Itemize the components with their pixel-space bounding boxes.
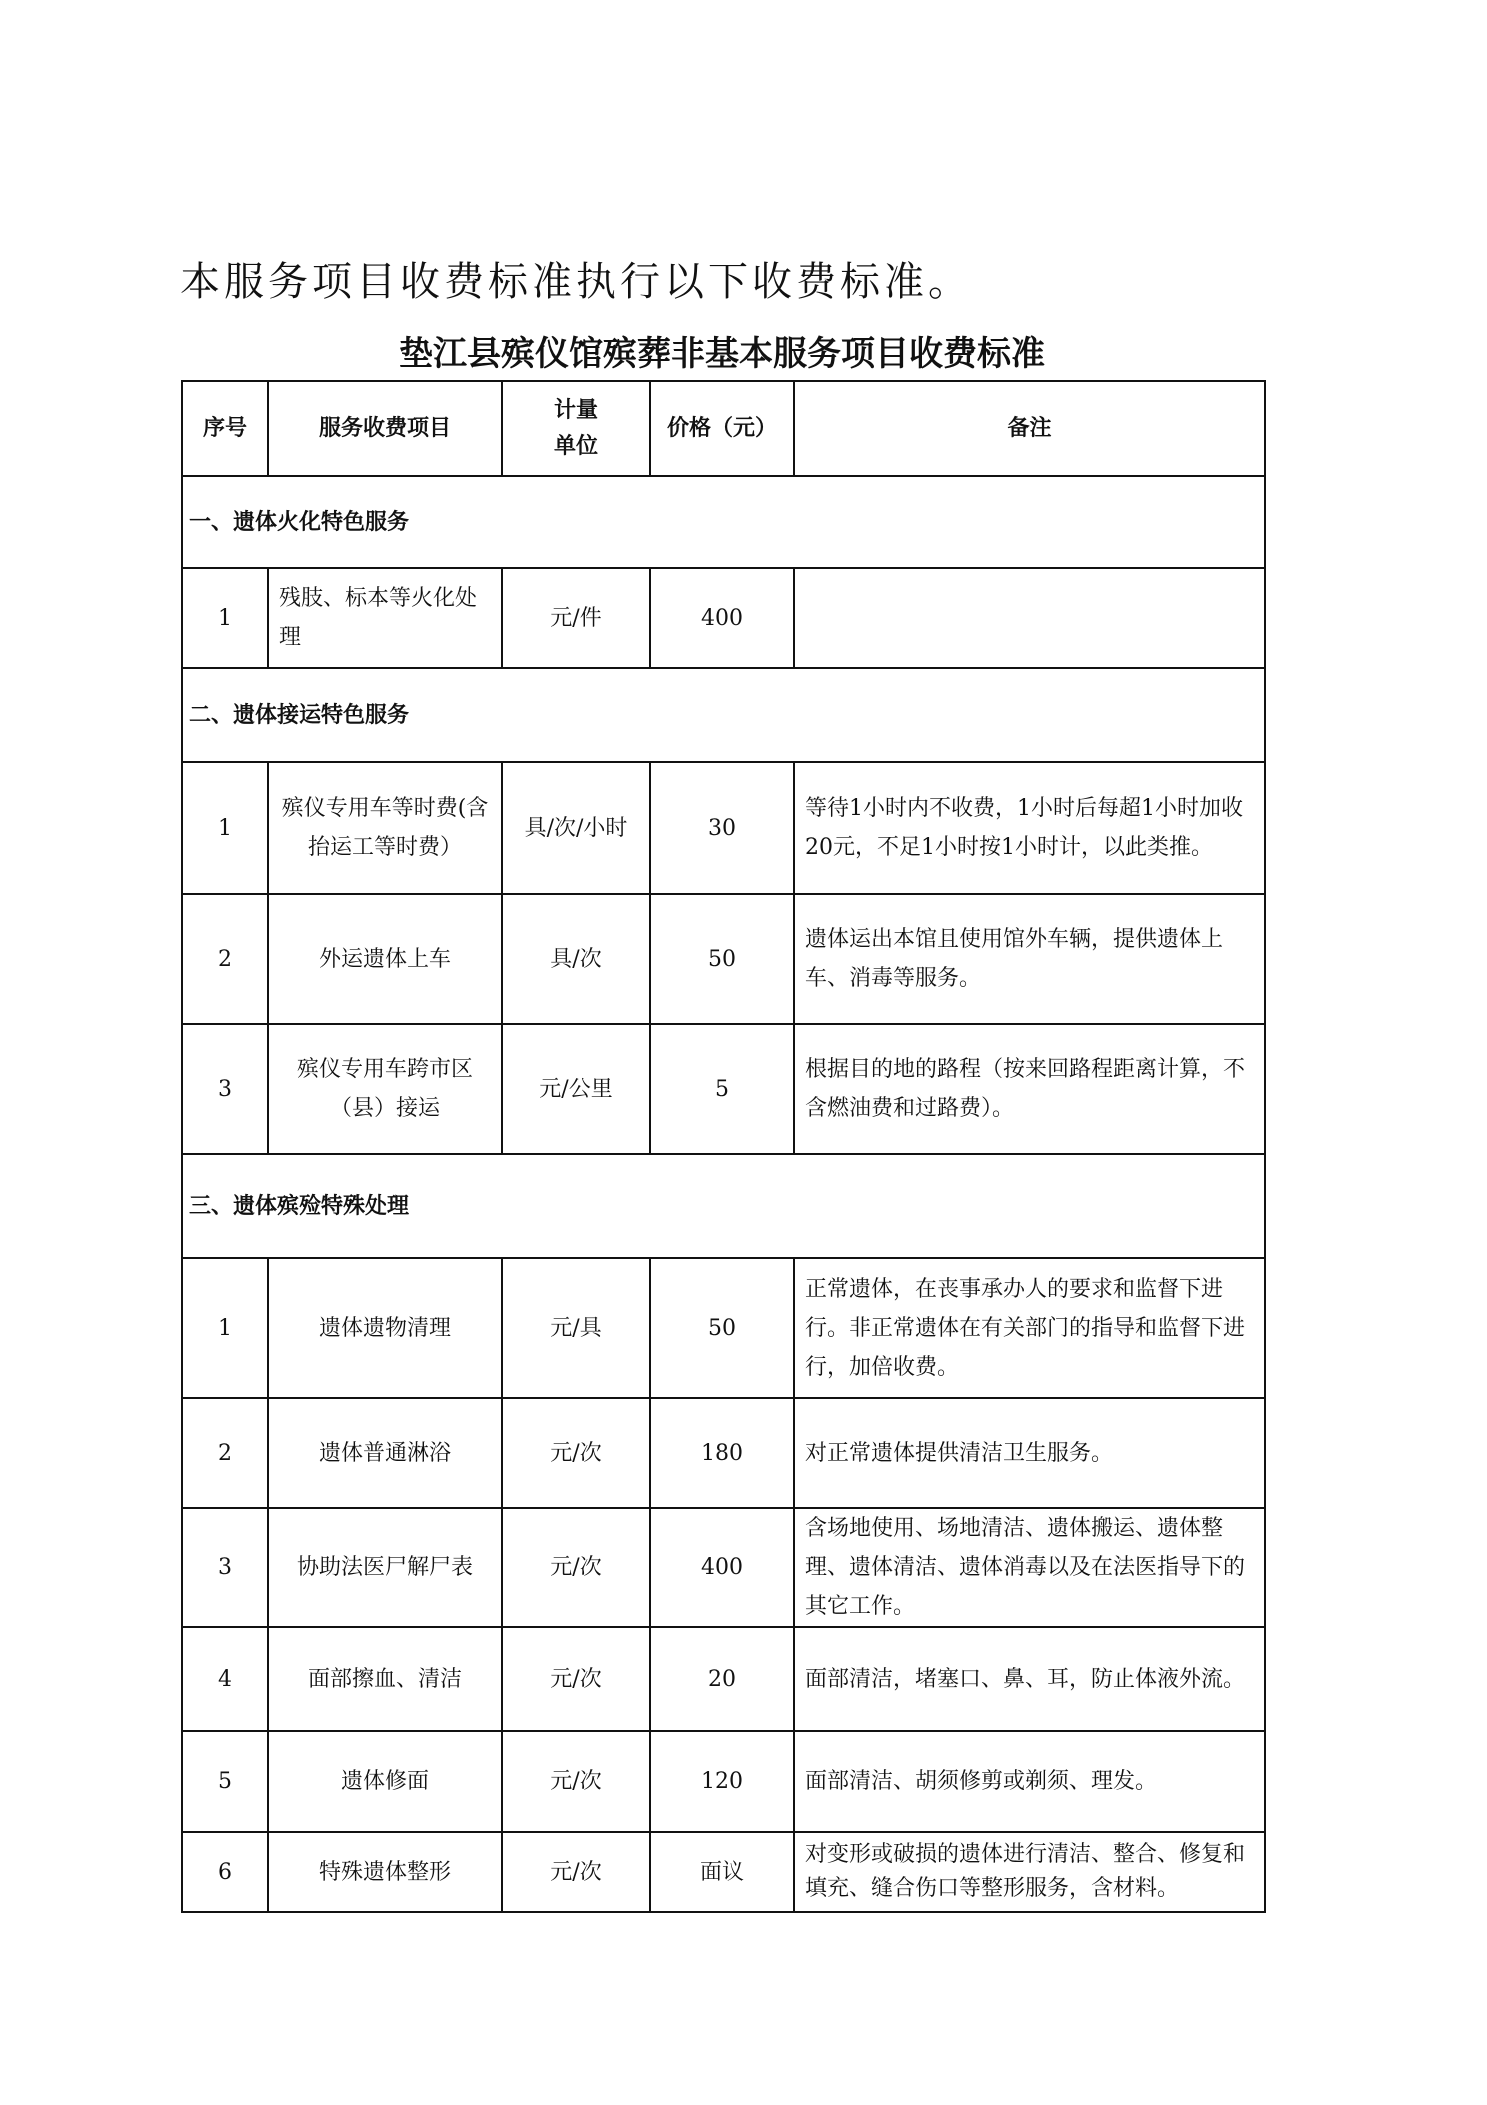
cell-item: 遗体普通淋浴 <box>268 1398 502 1508</box>
table-row <box>182 762 1265 894</box>
cell-price: 30 <box>650 762 794 894</box>
cell-price: 120 <box>650 1731 794 1832</box>
section-title: 二、遗体接运特色服务 <box>182 668 1265 762</box>
cell-no: 3 <box>182 1024 268 1154</box>
header-note: 备注 <box>794 381 1265 476</box>
cell-note: 对变形或破损的遗体进行清洁、整合、修复和填充、缝合伤口等整形服务，含材料。 <box>794 1832 1265 1912</box>
cell-price: 面议 <box>650 1832 794 1912</box>
cell-unit: 元/次 <box>502 1508 650 1627</box>
cell-note: 遗体运出本馆且使用馆外车辆，提供遗体上车、消毒等服务。 <box>794 894 1265 1024</box>
cell-unit: 元/次 <box>502 1627 650 1731</box>
cell-item: 面部擦血、清洁 <box>268 1627 502 1731</box>
cell-note: 正常遗体，在丧事承办人的要求和监督下进行。非正常遗体在有关部门的指导和监督下进行，加倍收费。 <box>794 1258 1265 1398</box>
cell-note: 对正常遗体提供清洁卫生服务。 <box>794 1398 1265 1508</box>
cell-unit: 元/具 <box>502 1258 650 1398</box>
cell-price: 50 <box>650 894 794 1024</box>
header-no: 序号 <box>182 381 268 476</box>
header-unit-line1: 计量 <box>553 397 598 423</box>
table-row <box>182 894 1265 1024</box>
cell-item: 遗体修面 <box>268 1731 502 1832</box>
cell-item: 外运遗体上车 <box>268 894 502 1024</box>
section-title: 一、遗体火化特色服务 <box>182 476 1265 568</box>
cell-note: 面部清洁，堵塞口、鼻、耳，防止体液外流。 <box>794 1627 1265 1731</box>
cell-price: 5 <box>650 1024 794 1154</box>
section-row <box>182 668 1265 762</box>
table-row <box>182 1258 1265 1398</box>
header-unit <box>502 381 650 476</box>
document-title: 垫江县殡仪馆殡葬非基本服务项目收费标准 <box>399 334 1045 374</box>
header-price: 价格（元） <box>650 381 794 476</box>
section-row <box>182 476 1265 568</box>
cell-note: 等待1小时内不收费，1小时后每超1小时加收20元，不足1小时按1小时计，以此类推。 <box>794 762 1265 894</box>
cell-unit: 元/次 <box>502 1731 650 1832</box>
cell-price: 180 <box>650 1398 794 1508</box>
cell-no: 1 <box>182 1258 268 1398</box>
table-header-row <box>182 381 1265 476</box>
cell-no: 2 <box>182 1398 268 1508</box>
cell-no: 3 <box>182 1508 268 1627</box>
cell-no: 5 <box>182 1731 268 1832</box>
cell-item: 协助法医尸解尸表 <box>268 1508 502 1627</box>
table-row <box>182 1731 1265 1832</box>
cell-unit: 元/次 <box>502 1398 650 1508</box>
cell-price: 400 <box>650 1508 794 1627</box>
cell-item: 特殊遗体整形 <box>268 1832 502 1912</box>
cell-item: 殡仪专用车跨市区（县）接运 <box>268 1024 502 1154</box>
header-unit-line2: 单位 <box>553 433 598 459</box>
cell-item: 殡仪专用车等时费(含抬运工等时费） <box>268 762 502 894</box>
cell-note: 含场地使用、场地清洁、遗体搬运、遗体整理、遗体清洁、遗体消毒以及在法医指导下的其它工作。 <box>794 1508 1265 1627</box>
table-row <box>182 1398 1265 1508</box>
intro-text: 本服务项目收费标准执行以下收费标准。 <box>180 259 972 305</box>
cell-no: 6 <box>182 1832 268 1912</box>
cell-unit: 元/件 <box>502 568 650 668</box>
cell-note: 根据目的地的路程（按来回路程距离计算，不含燃油费和过路费）。 <box>794 1024 1265 1154</box>
cell-no: 1 <box>182 762 268 894</box>
cell-note <box>794 568 1265 668</box>
cell-unit: 具/次/小时 <box>502 762 650 894</box>
fee-table <box>181 380 1266 1913</box>
table-row <box>182 568 1265 668</box>
cell-no: 1 <box>182 568 268 668</box>
cell-unit: 元/次 <box>502 1832 650 1912</box>
cell-price: 400 <box>650 568 794 668</box>
cell-price: 50 <box>650 1258 794 1398</box>
cell-no: 2 <box>182 894 268 1024</box>
cell-unit: 元/公里 <box>502 1024 650 1154</box>
cell-note: 面部清洁、胡须修剪或剃须、理发。 <box>794 1731 1265 1832</box>
cell-item: 残肢、标本等火化处理 <box>268 568 502 668</box>
header-item: 服务收费项目 <box>268 381 502 476</box>
table-row <box>182 1024 1265 1154</box>
cell-price: 20 <box>650 1627 794 1731</box>
table-row <box>182 1627 1265 1731</box>
section-title: 三、遗体殡殓特殊处理 <box>182 1154 1265 1258</box>
cell-no: 4 <box>182 1627 268 1731</box>
table-row <box>182 1832 1265 1912</box>
table-row <box>182 1508 1265 1627</box>
section-row <box>182 1154 1265 1258</box>
cell-unit: 具/次 <box>502 894 650 1024</box>
cell-item: 遗体遗物清理 <box>268 1258 502 1398</box>
